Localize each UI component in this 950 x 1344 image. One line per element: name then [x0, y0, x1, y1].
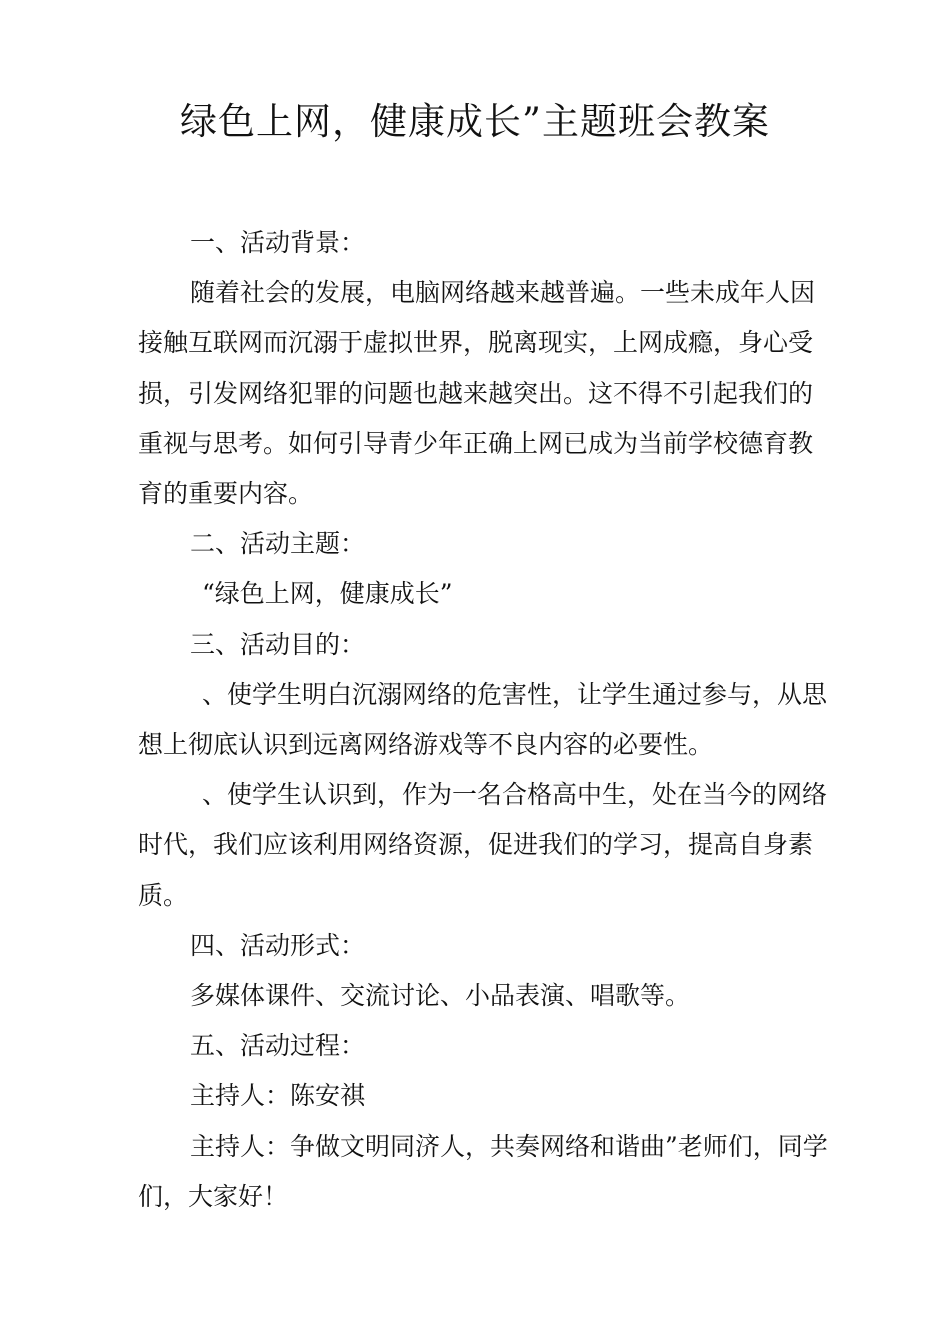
- section-heading-format: 四、活动形式：: [190, 930, 366, 960]
- paragraph-host-opening: 主持人：争做文明同济人，共奏网络和谐曲”老师们，同学们，大家好！: [138, 1131, 828, 1211]
- paragraph-host: 主持人：陈安祺: [190, 1081, 366, 1111]
- section-heading-theme: 二、活动主题：: [190, 529, 366, 559]
- paragraph-purpose-2: 、使学生认识到，作为一名合格高中生，处在当今的网络时代，我们应该利用网络资源，促进我们的学习，提高自身素质。: [138, 780, 828, 910]
- section-heading-process: 五、活动过程：: [190, 1031, 366, 1061]
- paragraph-theme: “绿色上网，健康成长”: [202, 579, 453, 609]
- paragraph-background: 随着社会的发展，电脑网络越来越普遍。一些未成年人因接触互联网而沉溺于虚拟世界，脱离现实，上网成瘾，身心受损，引发网络犯罪的问题也越来越突出。这不得不引起我们的重视与思考。如何引导青少年正确上网已成为当前学校德育教育的重要内容。: [138, 278, 816, 509]
- paragraph-purpose-1: 、使学生明白沉溺网络的危害性，让学生通过参与，从思想上彻底认识到远离网络游戏等不良内容的必要性。: [138, 679, 828, 760]
- paragraph-format: 多媒体课件、交流讨论、小品表演、唱歌等。: [190, 981, 691, 1011]
- section-heading-background: 一、活动背景：: [190, 228, 366, 257]
- document-title: 绿色上网，健康成长”主题班会教案: [180, 100, 770, 143]
- section-heading-purpose: 三、活动目的：: [190, 629, 366, 659]
- document-body: [138, 218, 828, 1222]
